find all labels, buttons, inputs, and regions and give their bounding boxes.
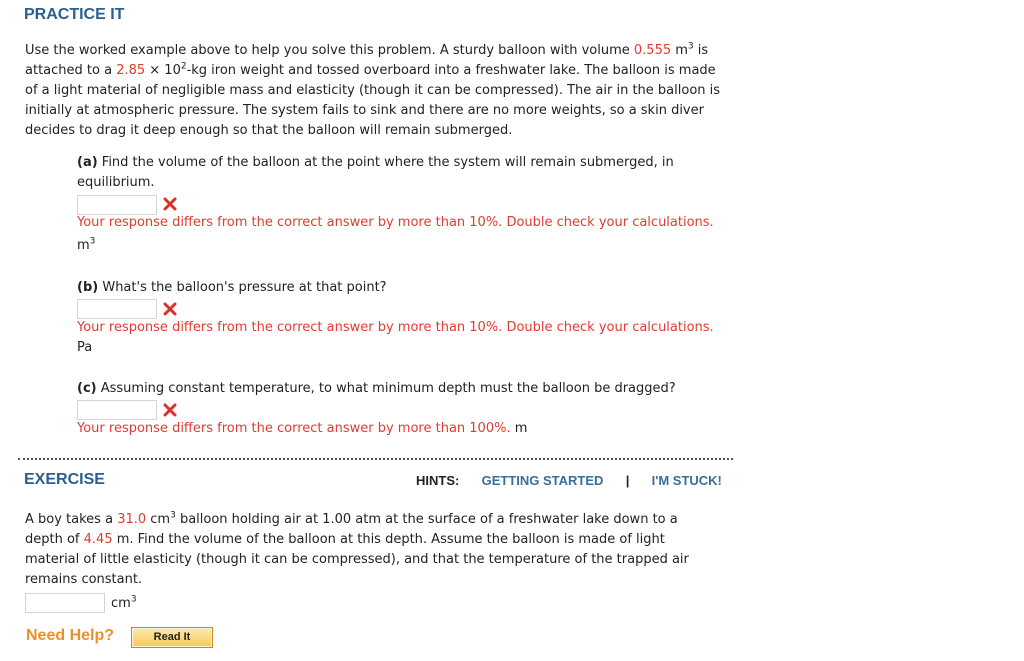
hint-getting-started-link[interactable]: GETTING STARTED xyxy=(481,473,604,488)
mass-value: 2.85 xyxy=(116,63,146,78)
hint-im-stuck-link[interactable]: I'M STUCK! xyxy=(651,473,722,488)
depth-value: 4.45 xyxy=(83,532,113,547)
section-divider xyxy=(18,458,733,460)
part-a-question: (a) Find the volume of the balloon at the point where the system will remain submerged, in equilibrium. xyxy=(77,155,674,190)
incorrect-x-icon xyxy=(163,302,177,316)
incorrect-x-icon xyxy=(163,403,177,417)
part-a-unit: $m^3$ xyxy=(77,236,96,253)
incorrect-x-icon xyxy=(163,197,177,211)
part-c-unit: m xyxy=(514,421,528,436)
hint-separator: | xyxy=(625,473,630,488)
exercise-title: EXERCISE xyxy=(24,471,105,488)
part-c-answer-input[interactable] xyxy=(77,400,157,420)
part-a-feedback: Your response differs from the correct answer by more than 10%. Double check your calculations. xyxy=(77,215,714,230)
volume-value: 0.555 xyxy=(633,43,672,58)
part-b-answer-input[interactable] xyxy=(77,299,157,319)
part-c-question: (c) Assuming constant temperature, to what minimum depth must the balloon be dragged? xyxy=(77,381,676,396)
problem-text: Use the worked example above to help you solve this problem. A sturdy balloon with volume 0.555 $m^3$ is attached to a $2.85 \times 10^2-kg$ iron weight and tossed overboard into a freshwater lake. The balloon is made of a light material of negligible mass and elasticity (though it can be compressed). The air in the balloon is initially at atmospheric pressure. The system fails to sink and there are no more weights, so a skin diver decides to drag it deep enough so that the balloon will remain submerged. xyxy=(25,41,721,138)
exercise-answer-unit: $cm^3$ xyxy=(111,594,137,611)
exercise-answer-input[interactable] xyxy=(25,593,105,613)
part-c-feedback: Your response differs from the correct answer by more than 100%. m xyxy=(77,421,528,436)
part-b-feedback: Your response differs from the correct answer by more than 10%. Double check your calculations. xyxy=(77,320,714,335)
balloon-volume-value: 31.0 xyxy=(117,512,147,527)
read-it-button[interactable]: Read It xyxy=(131,627,213,648)
practice-title: PRACTICE IT xyxy=(24,6,125,23)
hints-label: HINTS: xyxy=(416,473,460,488)
part-b-question: (b) What's the balloon's pressure at that point? xyxy=(77,280,387,295)
part-a-answer-input[interactable] xyxy=(77,195,157,215)
exercise-text: A boy takes a 31.0 $cm^3$ balloon holding air at 1.00 atm at the surface of a freshwater lake down to a depth of 4.45 m. Find the volume of the balloon at this depth. Assume the balloon is made of light material of little elasticity (though it can be compressed), and that the temperature of the trapped air remains constant. xyxy=(25,510,689,587)
part-b-unit: Pa xyxy=(77,340,93,355)
need-help-label: Need Help? xyxy=(26,627,115,644)
hints-bar xyxy=(416,473,722,489)
